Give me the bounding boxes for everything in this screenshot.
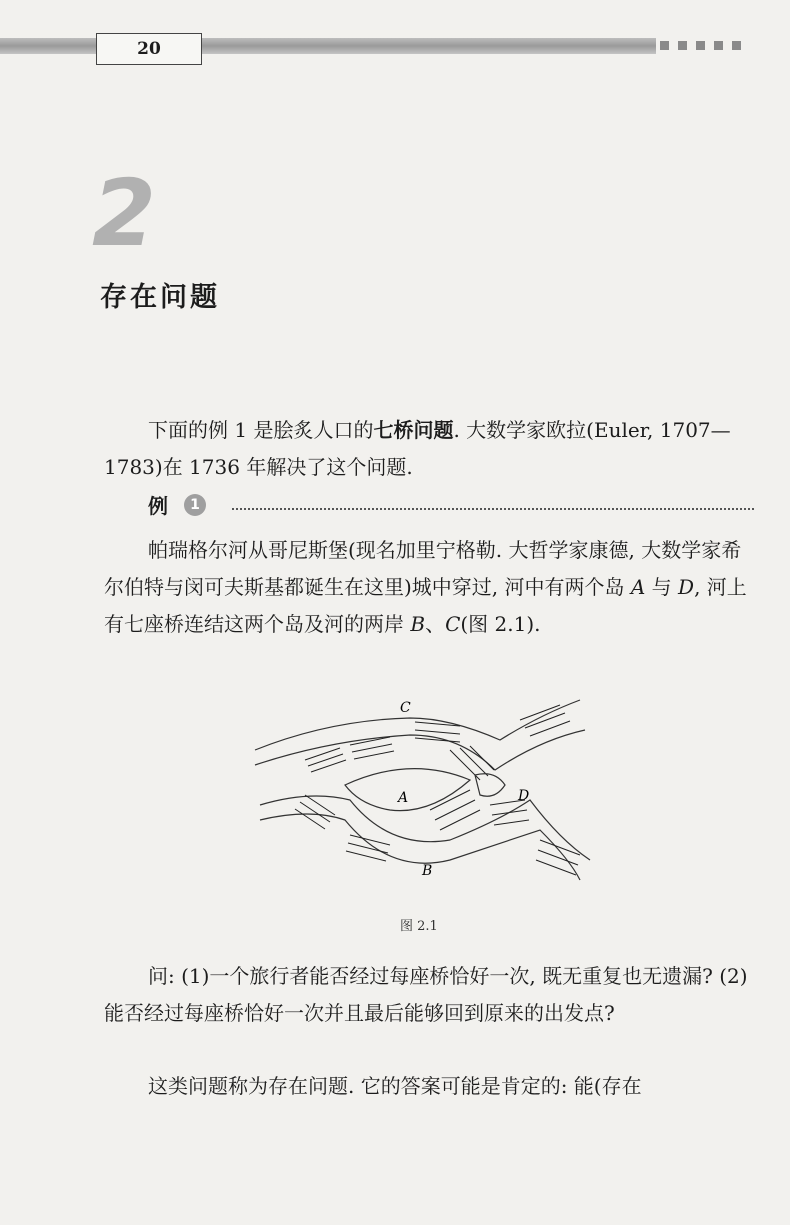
page-number: 20 (96, 33, 202, 65)
chapter-title: 存在问题 (100, 282, 220, 313)
seven-bridges-figure (250, 690, 600, 890)
figure-caption: 图 2.1 (400, 919, 438, 934)
example-label: 例 (148, 494, 168, 518)
intro-paragraph (104, 412, 754, 486)
header-decoration (660, 41, 741, 50)
label-c: C (400, 700, 411, 716)
question-paragraph: 问: (1)一个旅行者能否经过每座桥恰好一次, 既无重复也无遗漏? (2)能否经过每座桥恰好一次并且最后能够回到原来的出发点? (104, 964, 748, 1025)
problem-text-1: 帕瑞格尔河从哥尼斯堡(现名加里宁格勒. 大哲学家康德, 大数学家希尔伯特与闵可夫斯基都诞生在这里)城中穿过, 河中有两个岛 (104, 538, 742, 599)
example-number-badge: 1 (184, 494, 206, 516)
bank-c-ref: C (445, 612, 461, 636)
island-a-ref: A (630, 575, 646, 599)
label-a: A (398, 790, 409, 806)
closing-paragraph: 这类问题称为存在问题. 它的答案可能是肯定的: 能(存在 (148, 1074, 642, 1098)
example-heading (148, 490, 754, 520)
bank-b-ref: B (410, 612, 426, 636)
island-d-ref: D (678, 575, 695, 599)
chapter-number: 2 (92, 160, 157, 267)
intro-text-2: . 大数学家欧拉(Euler, 1707—1783)在 1736 年解决了这个问题. (104, 418, 731, 479)
intro-text-1: 下面的例 1 是脍炙人口的 (148, 418, 374, 442)
problem-text-3: , 河上有七座桥连结这两个岛及河的两岸 (104, 575, 747, 636)
problem-text-2: 与 (645, 575, 679, 599)
label-b: B (422, 863, 433, 879)
seven-bridges-term: 七桥问题 (373, 418, 454, 442)
problem-paragraph (104, 532, 754, 643)
label-d: D (518, 788, 530, 804)
problem-text-5: (图 2.1). (460, 612, 541, 636)
dotted-leader (232, 508, 754, 510)
problem-text-4: 、 (425, 612, 446, 636)
